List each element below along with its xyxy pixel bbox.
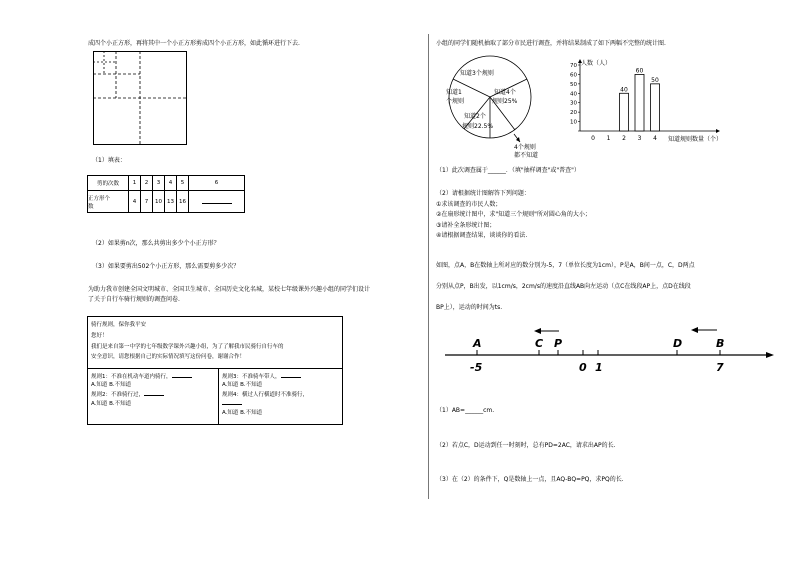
bar-x-tick-label: 4 xyxy=(653,135,657,142)
pie-callout-label: 都不知道 xyxy=(514,152,539,159)
table-cell: 5 xyxy=(177,176,189,191)
pie-label: 知道4个 xyxy=(494,89,516,96)
numberline-paragraph-line2: 分别从点P，B出发，以1cm/s，2cm/s的速度沿直线AB向左运动（点C在线段AP上，点D在线段 xyxy=(436,283,691,290)
stat-question-1: （1）此次调查属于______．（填"抽样调查"或"普查"） xyxy=(436,167,580,174)
poster-title: 骑行规则，保你我平安 xyxy=(91,322,147,328)
arrow-C-head xyxy=(534,328,541,334)
table-cell: 1 xyxy=(129,176,141,191)
label-7: 7 xyxy=(716,361,724,374)
left-intro: 成四个小正方形，再将其中一个小正方形剪成四个小正方形，如此循环进行下去. xyxy=(88,40,300,47)
numberline-question-2: （2）若点C，D运动到任一时刻时，总有PD=2AC，请求出AP的长. xyxy=(436,442,616,449)
bar-y-tick-label: 10 xyxy=(570,119,577,126)
bar-y-tick-label: 30 xyxy=(570,100,577,107)
table-header-text: 数 xyxy=(88,203,94,210)
table-cell: 3 xyxy=(153,176,165,191)
numberline-question-3: （3）在（2）的条件下，Q是数轴上一点，且AQ-BQ=PQ，求PQ的长. xyxy=(436,476,624,483)
rule-1-text: 规则1：不准在机动车道内骑行， xyxy=(91,374,172,380)
label-D: D xyxy=(673,337,683,350)
bar-x-axis-arrow xyxy=(716,129,720,133)
table-cell: 4 xyxy=(165,176,177,191)
bar-y-tick-label: 60 xyxy=(570,72,577,79)
number-line-figure xyxy=(440,322,780,382)
question-2: （2）如果剪n次，那么共剪出多少个小正方形？ xyxy=(92,240,220,247)
pie-label: 知道3个规则 xyxy=(460,70,494,77)
poster-text: 我们是来自第一中学的七年级数学课外兴趣小组，为了了解我市民骑行自行车的 xyxy=(91,344,284,350)
numberline-question-1: （1）AB=______cm. xyxy=(436,407,495,414)
bar-x-axis-label: 知道规则数量（个） xyxy=(668,136,723,143)
table-cell: 10 xyxy=(153,191,165,213)
bar-data-label: 40 xyxy=(620,86,628,94)
stat-question-2: （2）请根据统计图解答下列问题： xyxy=(436,190,530,197)
pie-chart xyxy=(440,54,560,164)
rule-2-text: 规则2：不准骑行过， xyxy=(91,392,144,398)
numberline-paragraph-line3: BP上），运动的时间为ts. xyxy=(436,304,503,311)
pie-label: 知道2个 xyxy=(464,113,486,120)
question-3: （3）如果要剪出502个小正方形，那么需要剪多少次？ xyxy=(92,263,240,270)
table-cell: 4 xyxy=(129,191,141,213)
rule-1-options: A.知道 B.不知道 xyxy=(91,382,132,388)
table-cell: 13 xyxy=(165,191,177,213)
table-row xyxy=(88,176,245,191)
bar-y-tick-label: 50 xyxy=(570,81,577,88)
stat-question-2-2: ②在扇形统计图中，求"知道三个规则"所对圆心角的大小； xyxy=(436,211,591,218)
table-cell: 16 xyxy=(177,191,189,213)
bar xyxy=(651,84,660,131)
label-B: B xyxy=(716,337,725,350)
answer-blank[interactable] xyxy=(172,372,192,378)
survey-paragraph-line1: 为助力我市创建全国文明城市、全国卫生城市、全国历史文化名城，某校七年级课外兴趣小组的同学们设计 xyxy=(88,286,371,293)
table-cell: 2 xyxy=(141,176,153,191)
pie-label: 个规则 xyxy=(446,98,465,105)
answer-blank[interactable] xyxy=(144,390,164,396)
square-cut-figure xyxy=(93,51,187,145)
rule-4: 规则4：横过人行横道时不准骑行， xyxy=(222,392,309,398)
numberline-paragraph-line1: 如图，点A，B在数轴上所对应的数分别为-5，7（单位长度为1cm），P是A，B间一点，C，D两点 xyxy=(436,262,695,269)
pie-label: 知道1 xyxy=(446,89,462,96)
poster-greeting: 您好！ xyxy=(91,333,108,339)
bar-data-label: 50 xyxy=(651,76,659,84)
rule-4-options: A.知道 B.不知道 xyxy=(222,410,263,416)
square-cut-lines xyxy=(93,51,187,145)
right-intro: 小组的同学们随机抽取了部分市民进行调查，并将结果制成了如下两幅不完整的统计图. xyxy=(436,40,666,47)
bar-x-tick-label: 3 xyxy=(637,135,642,142)
question-1-label: （1）填表： xyxy=(92,157,126,164)
pie-label: 规则25% xyxy=(492,98,518,105)
table-header-cuts: 剪的次数 xyxy=(88,176,129,191)
column-divider xyxy=(428,34,429,499)
bar-data-label: 60 xyxy=(635,67,644,75)
answer-blank[interactable] xyxy=(222,399,242,407)
bar-x-tick-label: 1 xyxy=(606,135,611,142)
label-P: P xyxy=(554,337,563,350)
label-A: A xyxy=(473,337,482,350)
rule-2-options: A.知道 B.不知道 xyxy=(91,401,132,407)
poster-text: 安全意识，请您根据自己的实际情况填写这份问卷，谢谢合作！ xyxy=(91,354,246,360)
label-minus5: -5 xyxy=(470,361,483,374)
table-row xyxy=(88,191,245,213)
label-C: C xyxy=(535,337,544,350)
label-0: 0 xyxy=(579,361,587,374)
rule-3 xyxy=(222,372,301,380)
table-cell: 6 xyxy=(189,176,245,191)
table-header-squares xyxy=(88,191,129,213)
stat-question-2-4: ④请根据调查结果，谈谈你的看法. xyxy=(436,232,528,239)
stat-question-2-3: ③请补全条形统计图； xyxy=(436,222,496,229)
bar-chart xyxy=(567,56,737,146)
pie-label: 规则22.5% xyxy=(462,123,494,130)
answer-blank[interactable] xyxy=(189,191,245,213)
number-line-arrowhead xyxy=(766,352,774,358)
arrow-D-head xyxy=(691,327,698,333)
bar-x-tick-label: 2 xyxy=(622,135,626,142)
rule-3-options: A.知道 B.不知道 xyxy=(222,382,263,388)
cut-count-table xyxy=(87,175,245,213)
pie-callout-label: 4个规则 xyxy=(514,144,536,151)
poster-divider xyxy=(88,368,343,369)
bar-y-tick-label: 20 xyxy=(570,110,577,117)
bar-x-tick-label: 0 xyxy=(591,135,595,142)
answer-blank[interactable] xyxy=(281,372,301,378)
bar-y-axis-label: 人数（人） xyxy=(581,60,612,67)
table-header-text: 正方形个 xyxy=(88,195,111,202)
rule-1 xyxy=(91,372,192,380)
stat-question-2-1: ①求该调查的市民人数； xyxy=(436,201,502,208)
questionnaire-box xyxy=(87,316,343,425)
bar xyxy=(620,93,629,131)
bar-y-tick-label: 40 xyxy=(570,91,577,98)
bar xyxy=(635,74,644,131)
rule-2 xyxy=(91,390,164,398)
rule-3-text: 规则3：不准骑车带人， xyxy=(222,374,281,380)
survey-paragraph-line2: 了关于自行车骑行规则的调查问卷. xyxy=(88,296,180,303)
table-cell: 7 xyxy=(141,191,153,213)
bar-y-tick-label: 70 xyxy=(570,63,577,69)
poster-divider xyxy=(218,368,219,425)
label-1: 1 xyxy=(595,361,603,374)
